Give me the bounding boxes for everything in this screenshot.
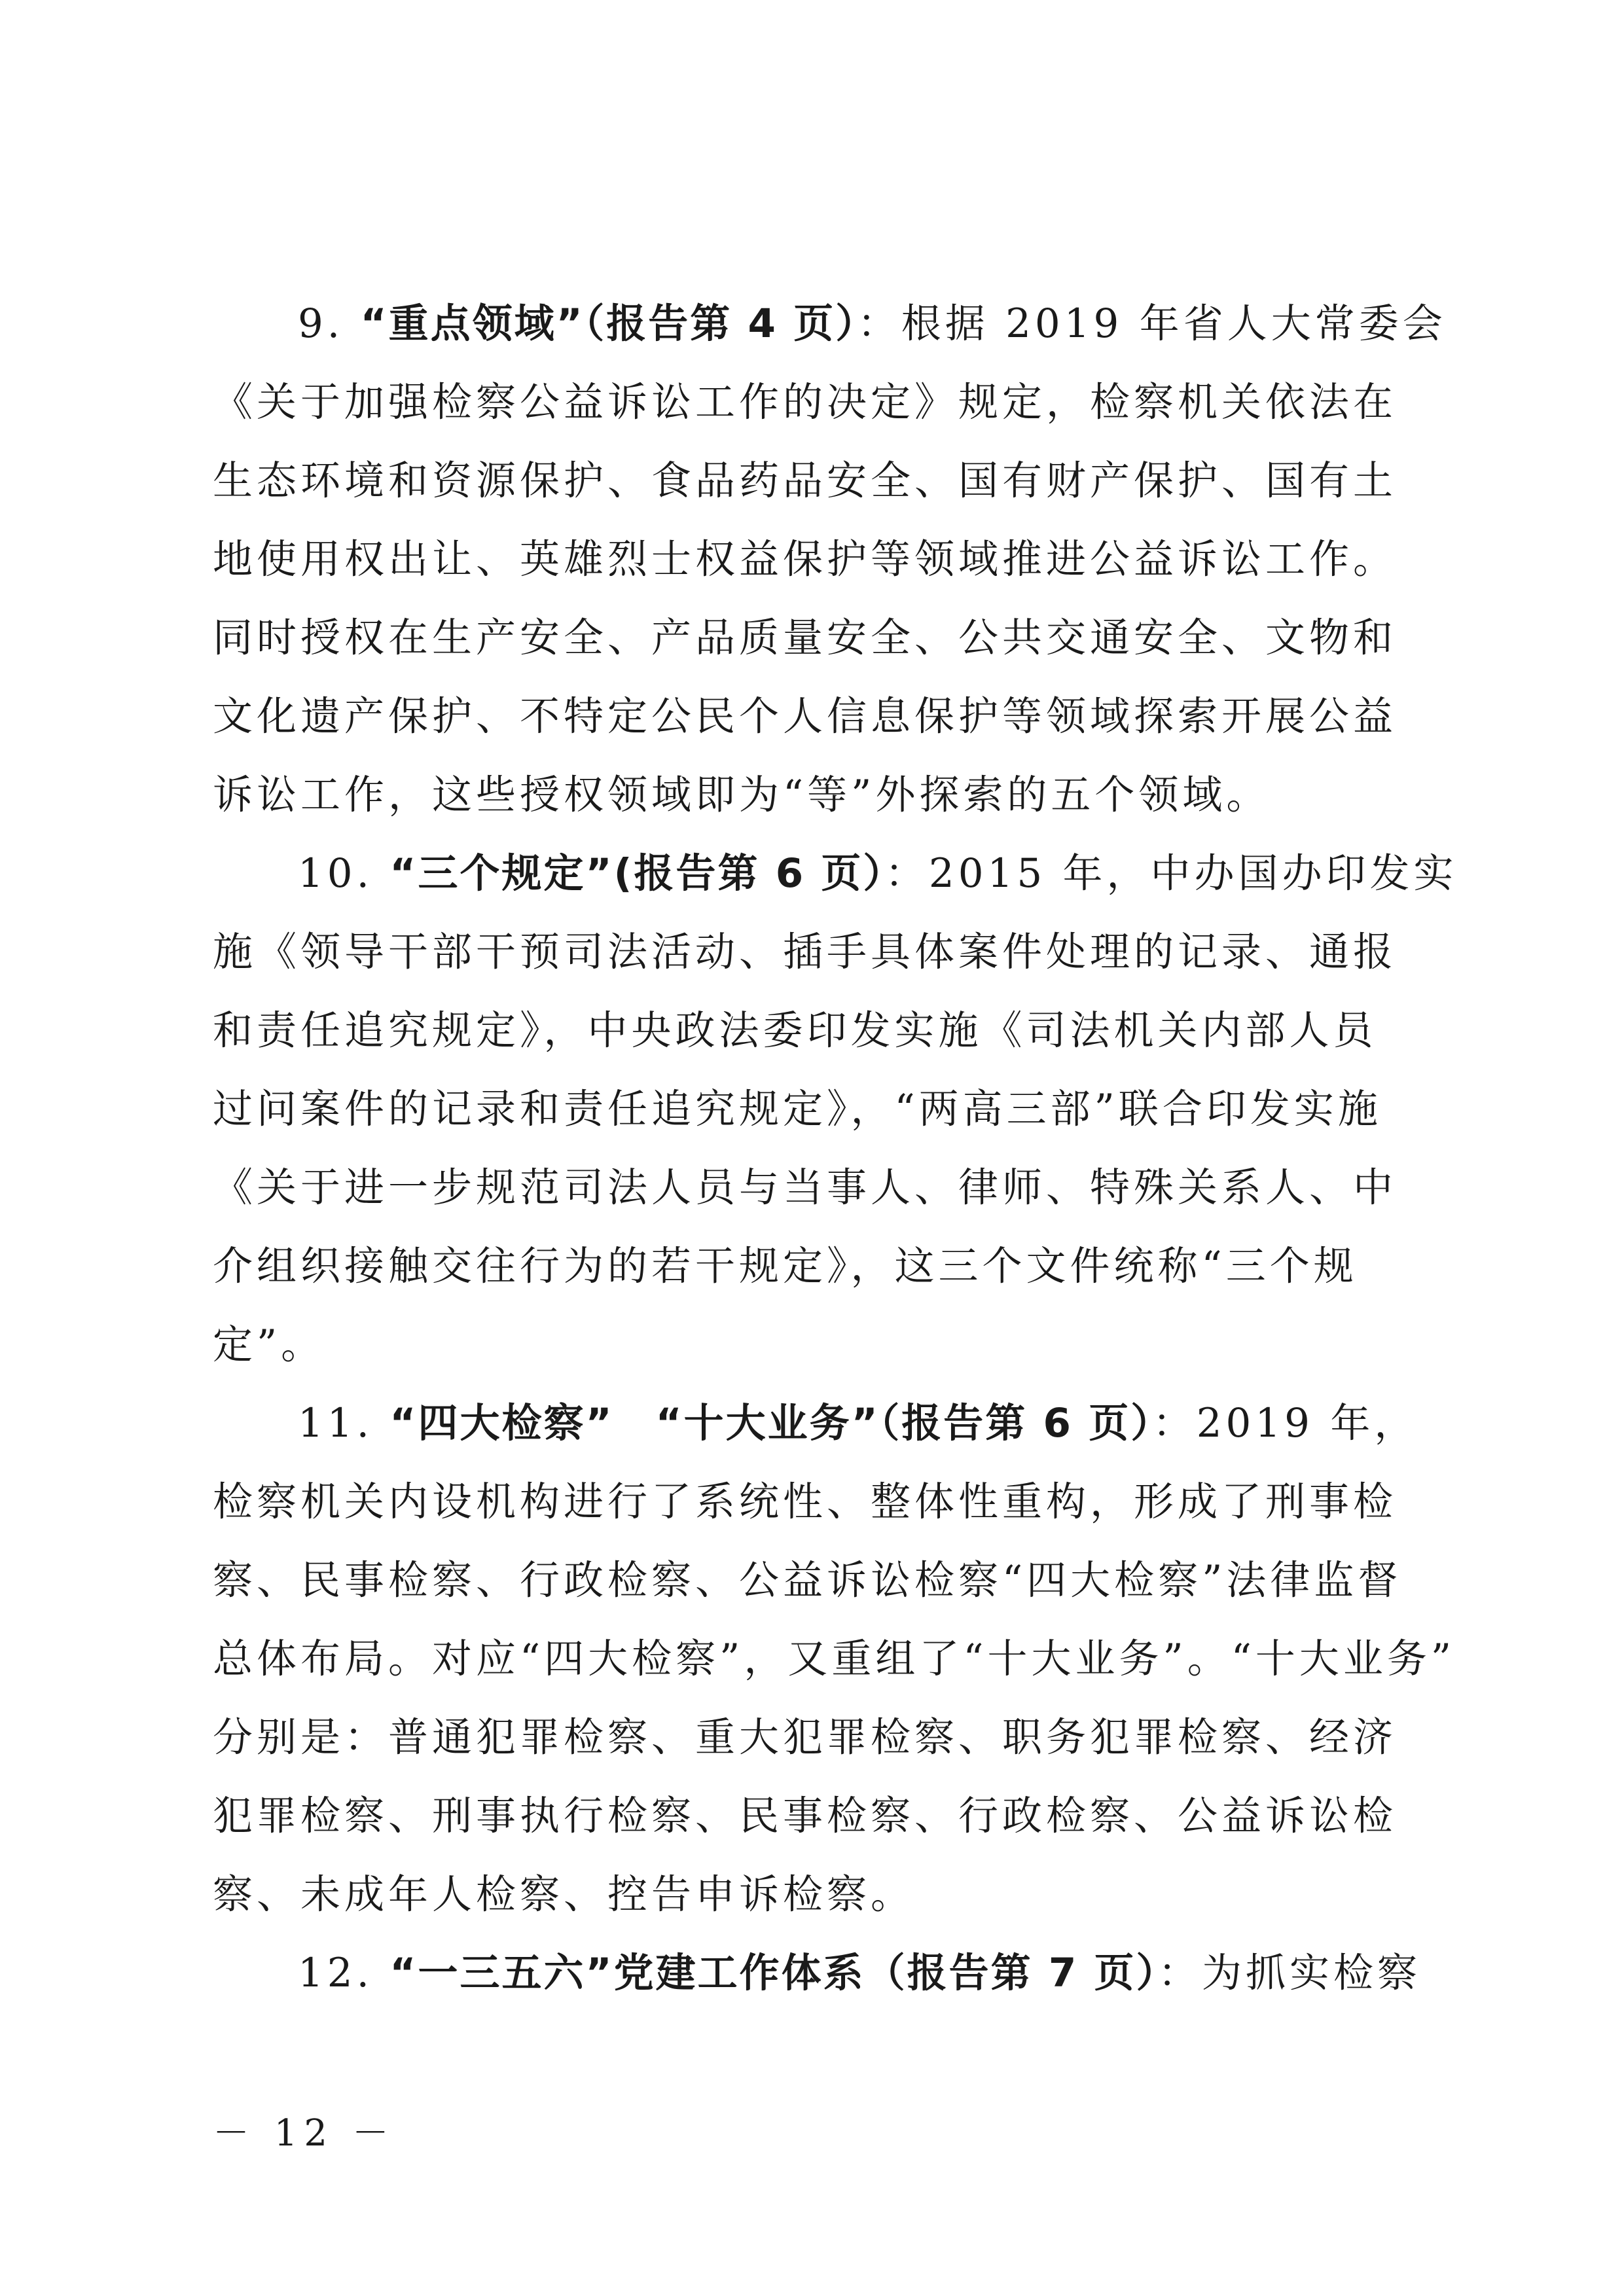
- item-11-line: 犯罪检察、刑事执行检察、民事检察、行政检察、公益诉讼检: [213, 1793, 1398, 1839]
- item-10-first-line: [298, 848, 1458, 900]
- item-9-line: 生态环境和资源保护、食品药品安全、国有财产保护、国有土: [213, 457, 1398, 504]
- item-number: 9.: [298, 300, 361, 347]
- item-heading: “一三五六”党建工作体系（报告第 7 页）: [389, 1950, 1159, 1996]
- item-11-line: 检察机关内设机构进行了系统性、整体性重构，形成了刑事检: [213, 1479, 1398, 1525]
- item-11-line: 察、民事检察、行政检察、公益诉讼检察“四大检察”法律监督: [213, 1557, 1402, 1604]
- item-10-line: 定”。: [213, 1321, 325, 1368]
- item-number: 10.: [298, 850, 390, 897]
- item-text: ：根据 2019 年省人大常委会: [857, 300, 1447, 347]
- item-text: ：2015 年，中办国办印发实: [884, 850, 1458, 897]
- item-heading: “四大检察” “十大业务”（报告第 6 页）: [389, 1400, 1153, 1446]
- item-number: 11.: [298, 1400, 390, 1446]
- item-9-first-line: [298, 298, 1447, 350]
- item-10-line: 过问案件的记录和责任追究规定》，“两高三部”联合印发实施: [213, 1086, 1382, 1132]
- item-10-line: 介组织接触交往行为的若干规定》，这三个文件统称“三个规: [213, 1243, 1358, 1289]
- item-number: 12.: [298, 1950, 390, 1996]
- item-9-line: 文化遗产保护、不特定公民个人信息保护等领域探索开展公益: [213, 693, 1398, 740]
- page-number: － 12 －: [213, 2112, 395, 2155]
- item-9-line: 诉讼工作，这些授权领域即为“等”外探索的五个领域。: [213, 772, 1271, 818]
- item-11-line: 分别是：普通犯罪检察、重大犯罪检察、职务犯罪检察、经济: [213, 1714, 1398, 1761]
- item-9-line: 地使用权出让、英雄烈士权益保护等领域推进公益诉讼工作。: [213, 536, 1398, 583]
- item-text: ：2019 年，: [1152, 1400, 1418, 1446]
- item-12-first-line: [298, 1947, 1422, 2000]
- item-10-line: 和责任追究规定》，中央政法委印发实施《司法机关内部人员: [213, 1007, 1377, 1054]
- item-11-first-line: [298, 1397, 1418, 1450]
- item-heading: “重点领域”（报告第 4 页）: [360, 300, 857, 347]
- item-9-line: 《关于加强检察公益诉讼工作的决定》规定，检察机关依法在: [213, 379, 1398, 425]
- item-11-line: 总体布局。对应“四大检察”，又重组了“十大业务”。“十大业务”: [213, 1636, 1456, 1682]
- item-text: ：为抓实检察: [1158, 1950, 1422, 1996]
- item-10-line: 施《领导干部干预司法活动、插手具体案件处理的记录、通报: [213, 929, 1398, 975]
- item-10-line: 《关于进一步规范司法人员与当事人、律师、特殊关系人、中: [213, 1164, 1398, 1211]
- item-heading: “三个规定”(报告第 6 页）: [389, 850, 885, 897]
- item-9-line: 同时授权在生产安全、产品质量安全、公共交通安全、文物和: [213, 615, 1398, 661]
- item-11-line: 察、未成年人检察、控告申诉检察。: [213, 1871, 915, 1918]
